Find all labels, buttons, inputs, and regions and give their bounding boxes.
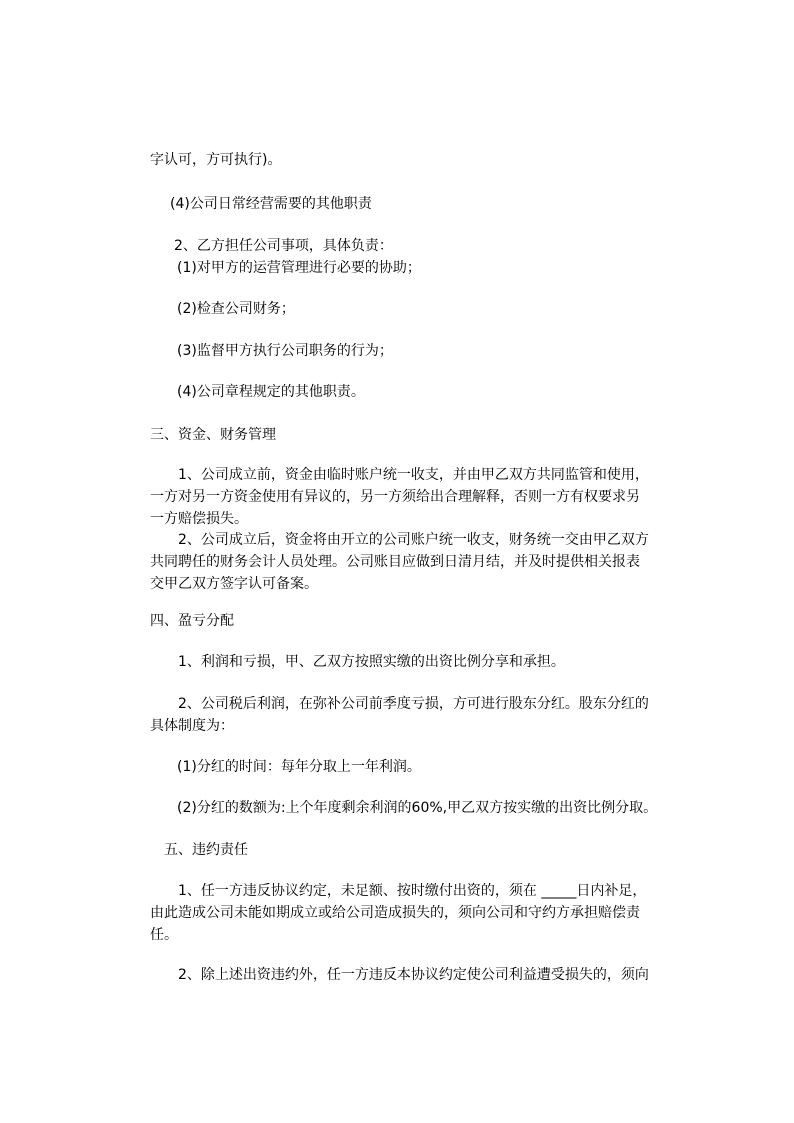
- text-line: 一方对另一方资金使用有异议的，另一方须给出合理解释，否则一方有权要求另: [150, 489, 640, 505]
- text-line: 具体制度为：: [150, 718, 234, 734]
- text-line: 1、利润和亏损，甲、乙双方按照实缴的出资比例分享和承担。: [178, 654, 565, 670]
- text-line: (2)检查公司财务；: [177, 301, 295, 317]
- text-line: 1、任一方违反协议约定，未足额、按时缴付出资的，须在 _____日内补足，: [178, 883, 647, 899]
- text-line: (4)公司章程规定的其他职责。: [177, 384, 365, 400]
- text-line: 一方赔偿损失。: [150, 511, 248, 527]
- text-line: 2、公司成立后，资金将由开立的公司账户统一收支，财务统一交由甲乙双方: [178, 532, 649, 548]
- text-line: 2、公司税后利润，在弥补公司前季度亏损，方可进行股东分红。股东分红的: [178, 696, 649, 712]
- text-line: 交甲乙双方签字认可备案。: [150, 576, 318, 592]
- section-heading: 五、违约责任: [164, 842, 248, 858]
- section-heading: 四、盈亏分配: [150, 613, 234, 629]
- section-heading: 三、资金、财务管理: [150, 427, 276, 443]
- text-line: 2、除上述出资违约外，任一方违反本协议约定使公司利益遭受损失的，须向: [178, 967, 649, 983]
- text-line: 1、公司成立前，资金由临时账户统一收支，并由甲乙双方共同监管和使用，: [178, 467, 649, 483]
- text-line: (1)分红的时间：每年分取上一年利润。: [177, 759, 421, 775]
- text-line: 2、乙方担任公司事项，具体负责：: [174, 238, 393, 254]
- text-line: (1)对甲方的运营管理进行必要的协助；: [177, 260, 421, 276]
- text-line: 任。: [150, 927, 178, 943]
- text-line: (4)公司日常经营需要的其他职责: [170, 196, 372, 212]
- text-line: 由此造成公司未能如期成立或给公司造成损失的，须向公司和守约方承担赔偿责: [150, 905, 640, 921]
- text-line: (3)监督甲方执行公司职务的行为；: [177, 343, 393, 359]
- text-line: 共同聘任的财务会计人员处理。公司账目应做到日清月结，并及时提供相关报表: [150, 554, 640, 570]
- text-line: 字认可，方可执行)。: [150, 152, 282, 168]
- text-line: (2)分红的数额为:上个年度剩余利润的60%,甲乙双方按实缴的出资比例分取。: [177, 800, 658, 816]
